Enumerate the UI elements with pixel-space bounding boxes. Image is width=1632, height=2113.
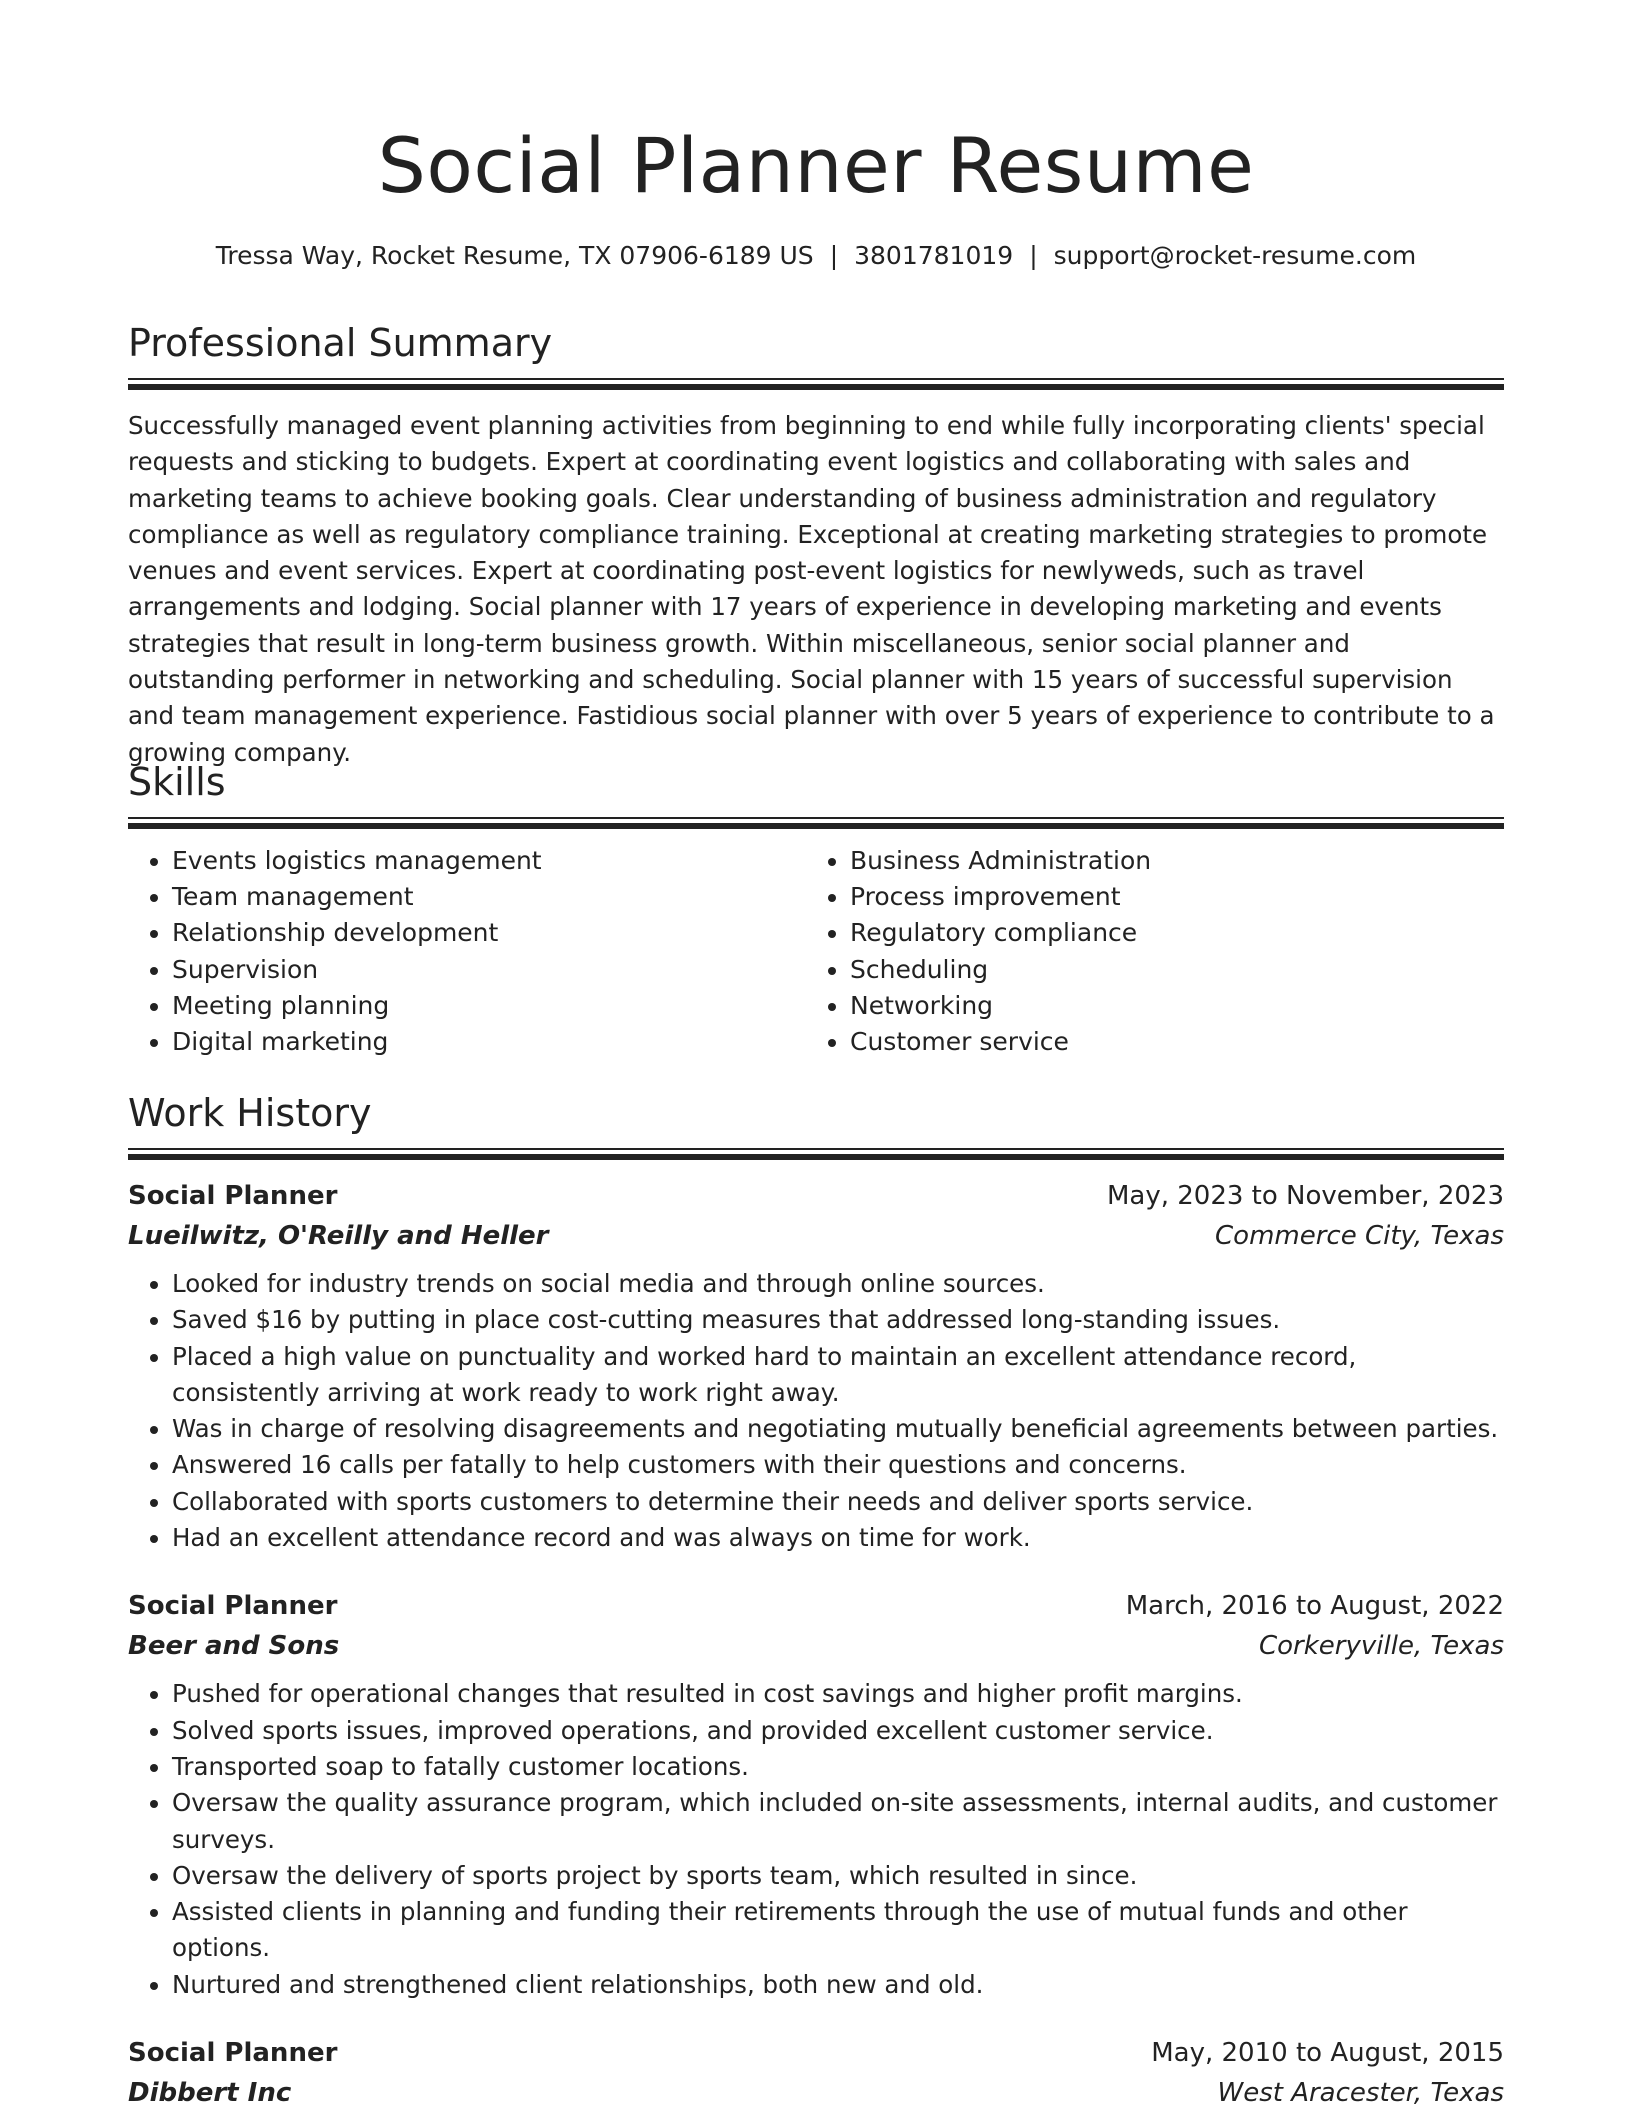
skill-item: • Supervision — [172, 952, 806, 988]
job-entry — [128, 2033, 1504, 2113]
job-bullet: • Pushed for operational changes that resulted in cost savings and higher profit margins. — [172, 1676, 1504, 1712]
work-section — [128, 1088, 1504, 2113]
skills-heading: Skills — [128, 760, 226, 804]
contact-address: Tressa Way, Rocket Resume, TX 07906-6189 US — [215, 241, 814, 270]
job-location: Corkeryville, Texas — [1259, 1631, 1504, 1662]
job-bullet: • Nurtured and strengthened client relationships, both new and old. — [172, 1967, 1504, 2003]
job-bullet: • Had an excellent attendance record and was always on time for work. — [172, 1520, 1504, 1556]
section-divider — [128, 817, 1504, 831]
job-entry — [128, 1586, 1504, 2003]
skills-column-right — [806, 843, 1484, 1060]
skills-column-left — [128, 843, 806, 1060]
job-location: West Aracester, Texas — [1217, 2078, 1504, 2109]
skill-item: • Meeting planning — [172, 988, 806, 1024]
job-bullet: • Was in charge of resolving disagreements and negotiating mutually beneficial agreements between parties. — [172, 1411, 1504, 1447]
job-dates: March, 2016 to August, 2022 — [1125, 1591, 1504, 1622]
summary-heading: Professional Summary — [128, 321, 553, 365]
job-entry — [128, 1176, 1504, 1556]
skill-item: • Networking — [850, 988, 1484, 1024]
job-bullets — [128, 1266, 1504, 1556]
job-bullet: • Saved $16 by putting in place cost-cutting measures that addressed long-standing issues. — [172, 1302, 1504, 1338]
skill-item: • Customer service — [850, 1024, 1484, 1060]
job-bullet: • Oversaw the quality assurance program, which included on-site assessments, internal audits, and customer surveys. — [172, 1785, 1504, 1858]
section-divider — [128, 378, 1504, 392]
job-company: Lueilwitz, O'Reilly and Heller — [128, 1221, 549, 1251]
job-bullet: • Oversaw the delivery of sports project by sports team, which resulted in since. — [172, 1858, 1504, 1894]
skills-list — [128, 843, 1504, 1060]
summary-section — [128, 318, 1504, 771]
contact-phone: 3801781019 — [854, 241, 1014, 270]
job-dates: May, 2023 to November, 2023 — [1106, 1181, 1504, 1211]
skill-item: • Scheduling — [850, 952, 1484, 988]
job-bullet: • Answered 16 calls per fatally to help customers with their questions and concerns. — [172, 1447, 1504, 1483]
job-title: Social Planner — [128, 1591, 338, 1622]
contact-line — [128, 236, 1504, 276]
job-bullet: • Placed a high value on punctuality and worked hard to maintain an excellent attendance record, consistently arriving at work ready to work right away. — [172, 1339, 1504, 1412]
contact-separator: | — [1029, 241, 1038, 270]
skill-item: • Process improvement — [850, 879, 1484, 915]
work-heading: Work History — [128, 1091, 372, 1135]
skill-item: • Regulatory compliance — [850, 915, 1484, 951]
job-bullet: • Solved sports issues, improved operations, and provided excellent customer service. — [172, 1713, 1504, 1749]
job-bullet: • Transported soap to fatally customer locations. — [172, 1749, 1504, 1785]
job-bullet: • Looked for industry trends on social media and through online sources. — [172, 1266, 1504, 1302]
job-bullets — [128, 1676, 1504, 2003]
job-bullet: • Collaborated with sports customers to determine their needs and deliver sports service. — [172, 1484, 1504, 1520]
job-title: Social Planner — [128, 2038, 338, 2069]
job-bullet: • Assisted clients in planning and funding their retirements through the use of mutual funds and other options. — [172, 1894, 1504, 1967]
skills-section — [128, 757, 1504, 1060]
skill-item: • Events logistics management — [172, 843, 806, 879]
job-dates: May, 2010 to August, 2015 — [1151, 2038, 1504, 2069]
job-company: Beer and Sons — [128, 1631, 340, 1662]
section-divider — [128, 1148, 1504, 1162]
job-title: Social Planner — [128, 1181, 338, 1211]
job-location: Commerce City, Texas — [1215, 1221, 1504, 1251]
contact-email: support@rocket-resume.com — [1053, 241, 1417, 270]
skill-item: • Business Administration — [850, 843, 1484, 879]
page-title: Social Planner Resume — [377, 121, 1255, 210]
summary-text: Successfully managed event planning activities from beginning to end while fully incorporating clients' special requests and sticking to budgets. Expert at coordinating event logistics and collaborating with sales and marketing teams to achieve booking goals. Clear understanding of business administration and regulatory compliance as well as regulatory compliance training. Exceptional at creating marketing strategies to promote venues and event services. Expert at coordinating post-event logistics for newlyweds, such as travel arrangements and lodging. Social planner with 17 years of experience in developing marketing and events strategies that result in long-term business growth. Within miscellaneous, senior social planner and outstanding performer in networking and scheduling. Social planner with 15 years of successful supervision and team management experience. Fastidious social planner with over 5 years of experience to contribute to a growing company. — [128, 411, 1495, 767]
skill-item: • Digital marketing — [172, 1024, 806, 1060]
job-company: Dibbert Inc — [128, 2078, 292, 2109]
skill-item: • Team management — [172, 879, 806, 915]
contact-separator: | — [829, 241, 839, 270]
skill-item: • Relationship development — [172, 915, 806, 951]
